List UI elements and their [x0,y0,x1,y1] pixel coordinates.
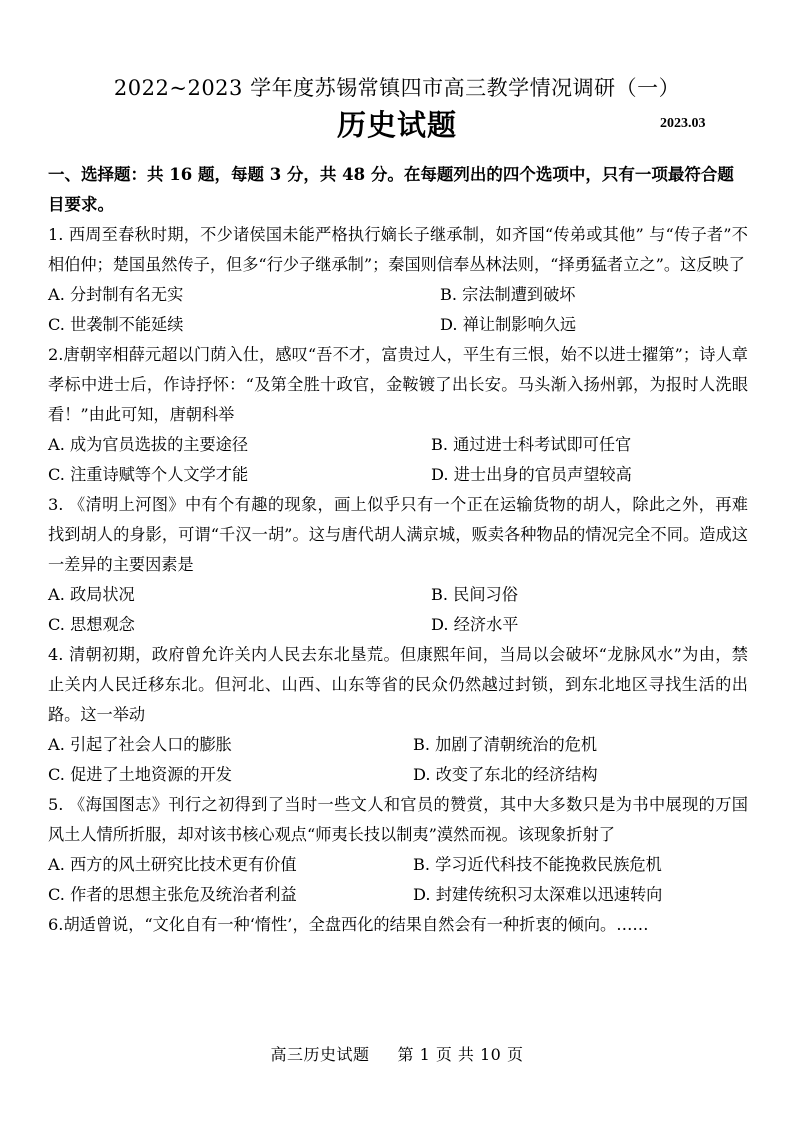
exam-title: 2022~2023 学年度苏锡常镇四市高三教学情况调研（一） [113,76,681,100]
option-b: B. 加剧了清朝统治的危机 [413,735,598,754]
option-c: C. 注重诗赋等个人文学才能 [48,465,249,484]
option-c: C. 世袭制不能延续 [48,315,184,334]
option-d: D. 禅让制影响久远 [440,315,577,334]
option-row [48,730,748,760]
question-stem: 6.胡适曾说，“文化自有一种‘惰性’，全盘西化的结果自然会有一种折衷的倾向。…… [48,915,649,934]
option-row [48,880,748,910]
exam-date: 2023.03 [660,116,706,131]
option-a: A. 西方的风土研究比技术更有价值 [48,855,297,874]
section-heading: 一、选择题：共 16 题，每题 3 分，共 48 分。在每题列出的四个选项中，只有一项最符合题目要求。 [48,165,734,214]
option-a: A. 分封制有名无实 [48,285,184,304]
option-b: B. 学习近代科技不能挽救民族危机 [413,855,662,874]
option-row [48,580,748,610]
page-footer: 高三历史试题 第 1 页 共 10 页 [270,1045,524,1064]
option-d: D. 封建传统积习太深难以迅速转向 [413,885,663,904]
option-b: B. 民间习俗 [431,585,518,604]
option-row [48,610,748,640]
question-6 [48,910,748,940]
option-c: C. 作者的思想主张危及统治者利益 [48,885,297,904]
option-row [48,310,748,340]
question-stem: 5. 《海国图志》刊行之初得到了当时一些文人和官员的赞赏，其中大多数只是为书中展现的万国风土人情所折服，却对该书核心观点“师夷长技以制夷”漠然而视。该现象折射了 [48,795,748,844]
question-stem: 4. 清朝初期，政府曾允许关内人民去东北垦荒。但康熙年间，当局以会破坏“龙脉风水”为由，禁止关内人民迁移东北。但河北、山西、山东等省的民众仍然越过封锁，到东北地区寻找生活的出路。这一举动 [48,645,748,724]
question-4 [48,640,748,790]
option-d: D. 经济水平 [431,615,519,634]
option-b: B. 宗法制遭到破坏 [440,285,576,304]
question-5 [48,790,748,910]
question-stem: 2.唐朝宰相薛元超以门荫入仕，感叹“吾不才，富贵过人，平生有三恨，始不以进士擢第”；诗人章孝标中进士后，作诗抒怀：“及第全胜十政官，金鞍镀了出长安。马头渐入扬州郭，为报时人洗眼看！”由此可知，唐朝科举 [48,345,748,424]
option-a: A. 政局状况 [48,585,135,604]
question-stem: 1. 西周至春秋时期，不少诸侯国未能严格执行嫡长子继承制，如齐国“传弟或其他” 与“传子者”不相伯仲；楚国虽然传子，但多“行少子继承制”；秦国则信奉丛林法则，“择勇猛者立之”。这反映了 [48,225,748,274]
option-a: A. 成为官员选拔的主要途径 [48,435,249,454]
subject-title: 历史试题 [336,108,457,142]
option-c: C. 促进了土地资源的开发 [48,765,232,784]
exam-content [48,160,748,940]
option-d: D. 改变了东北的经济结构 [413,765,598,784]
question-2 [48,340,748,490]
option-d: D. 进士出身的官员声望较高 [431,465,632,484]
option-row [48,460,748,490]
option-row [48,850,748,880]
option-row [48,280,748,310]
question-stem: 3. 《清明上河图》中有个有趣的现象，画上似乎只有一个正在运输货物的胡人，除此之外，再难找到胡人的身影，可谓“千汉一胡”。这与唐代胡人满京城，贩卖各种物品的情况完全不同。造成这一差异的主要因素是 [48,495,748,574]
option-c: C. 思想观念 [48,615,135,634]
option-a: A. 引起了社会人口的膨胀 [48,735,232,754]
option-b: B. 通过进士科考试即可任官 [431,435,632,454]
option-row [48,430,748,460]
option-row [48,760,748,790]
question-3 [48,490,748,640]
question-1 [48,220,748,340]
